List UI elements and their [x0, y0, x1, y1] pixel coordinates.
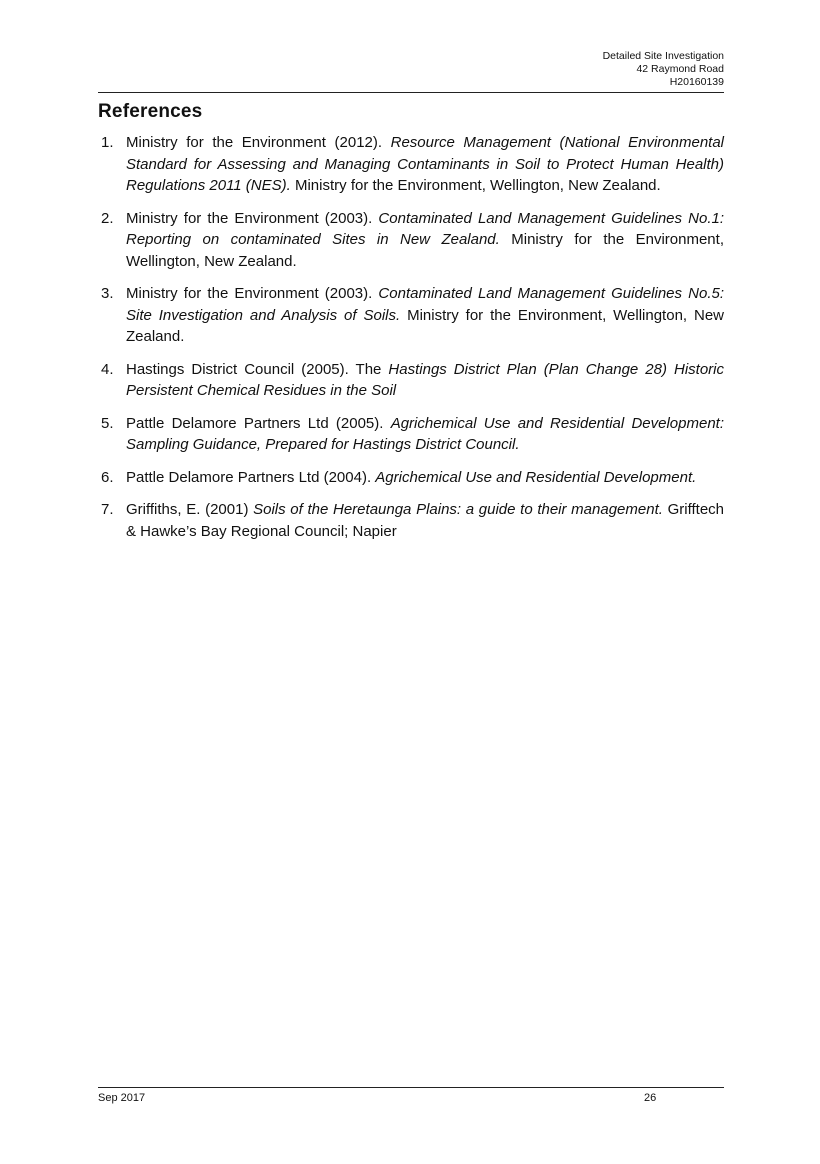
reference-item [98, 359, 724, 402]
reference-publisher: Ministry for the Environment, Wellington, New Zealand. [126, 306, 725, 345]
header-divider [98, 92, 724, 93]
reference-title: Hastings District Plan (Plan Change 28) Historic Persistent Chemical Residues in the Soil [126, 360, 724, 399]
header-address: 42 Raymond Road [636, 63, 724, 75]
page-header [98, 50, 724, 89]
reference-text: Pattle Delamore Partners Ltd (2004). [126, 468, 376, 486]
reference-publisher: Ministry for the Environment, Wellington, New Zealand. [290, 177, 661, 194]
reference-text: Pattle Delamore Partners Ltd (2005). [126, 414, 391, 432]
reference-title: Contaminated Land Management Guidelines No.5: Site Investigation and Analysis of Soils. [126, 285, 724, 324]
reference-number: 3. [101, 285, 114, 302]
reference-text: Hastings District Council (2005). The [126, 360, 389, 378]
reference-title: Soils of the Heretaunga Plains: a guide to their management. [253, 501, 663, 518]
reference-item [98, 208, 724, 273]
reference-list [98, 132, 724, 553]
reference-number: 6. [101, 468, 114, 486]
header-document-title: Detailed Site Investigation [602, 50, 724, 62]
reference-text: Ministry for the Environment (2003). [126, 285, 379, 302]
footer-date: Sep 2017 [98, 1092, 146, 1104]
reference-text: Griffiths, E. (2001) [126, 501, 254, 518]
reference-title: Contaminated Land Management Guidelines No.1: Reporting on contaminated Sites in New Zealand. [126, 209, 724, 248]
reference-text: Ministry for the Environment (2012). [126, 134, 391, 151]
page-number: 26 [644, 1092, 657, 1104]
reference-publisher: Grifftech & Hawke’s Bay Regional Council; Napier [126, 501, 725, 540]
reference-item [98, 499, 724, 542]
section-title: References [98, 101, 203, 122]
reference-text: Ministry for the Environment (2003). [126, 209, 379, 227]
reference-title: Agrichemical Use and Residential Development. [375, 468, 697, 486]
header-reference-number: H20160139 [669, 76, 724, 88]
reference-number: 4. [101, 360, 114, 378]
reference-number: 7. [101, 501, 114, 518]
reference-item [98, 467, 724, 489]
reference-number: 1. [101, 134, 114, 151]
reference-title: Resource Management (National Environmental Standard for Assessing and Managing Contaminants in Soil to Protect Human Health) Regulations 2011 (NES). [126, 134, 725, 194]
reference-item [98, 132, 724, 197]
reference-publisher: Ministry for the Environment, Wellington, New Zealand. [126, 231, 724, 270]
reference-item [98, 413, 724, 456]
reference-title: Agrichemical Use and Residential Development: Sampling Guidance, Prepared for Hastings District Council. [126, 414, 724, 453]
reference-item [98, 283, 724, 348]
reference-number: 5. [101, 414, 114, 432]
footer-divider [98, 1087, 724, 1088]
reference-number: 2. [101, 209, 114, 227]
